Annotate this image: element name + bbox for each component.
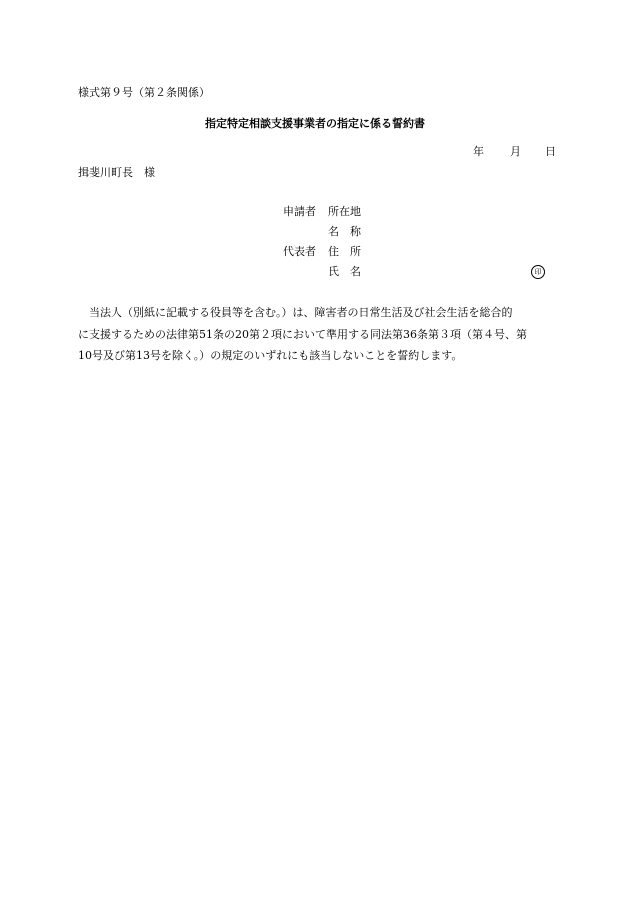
seal-icon: 印	[531, 265, 545, 279]
form-number: 様式第９号（第２条関係）	[78, 86, 210, 99]
pledge-line: に支援するための法律第51条の20第２項において準用する同法第36条第３項（第４号、第	[78, 327, 527, 341]
addressee: 揖斐川町長 様	[78, 166, 155, 179]
representative-label: 代表者	[283, 245, 316, 258]
applicant-name-label: 名 称	[328, 225, 361, 238]
date-year-label: 年	[473, 145, 484, 158]
date-month-label: 月	[510, 145, 521, 158]
date-day-label: 日	[545, 145, 556, 158]
representative-name-label: 氏 名	[328, 265, 361, 278]
applicant-address-label: 所在地	[328, 205, 361, 218]
representative-address-label: 住 所	[328, 245, 361, 258]
document-title: 指定特定相談支援事業者の指定に係る誓約書	[205, 117, 425, 130]
pledge-body	[78, 302, 558, 367]
pledge-line: 10号及び第13号を除く。）の規定のいずれにも該当しないことを誓約します。	[78, 349, 463, 362]
pledge-line: 当法人（別紙に記載する役員等を含む。）は、障害者の日常生活及び社会生活を総合的	[78, 306, 513, 319]
applicant-label: 申請者	[283, 205, 316, 218]
